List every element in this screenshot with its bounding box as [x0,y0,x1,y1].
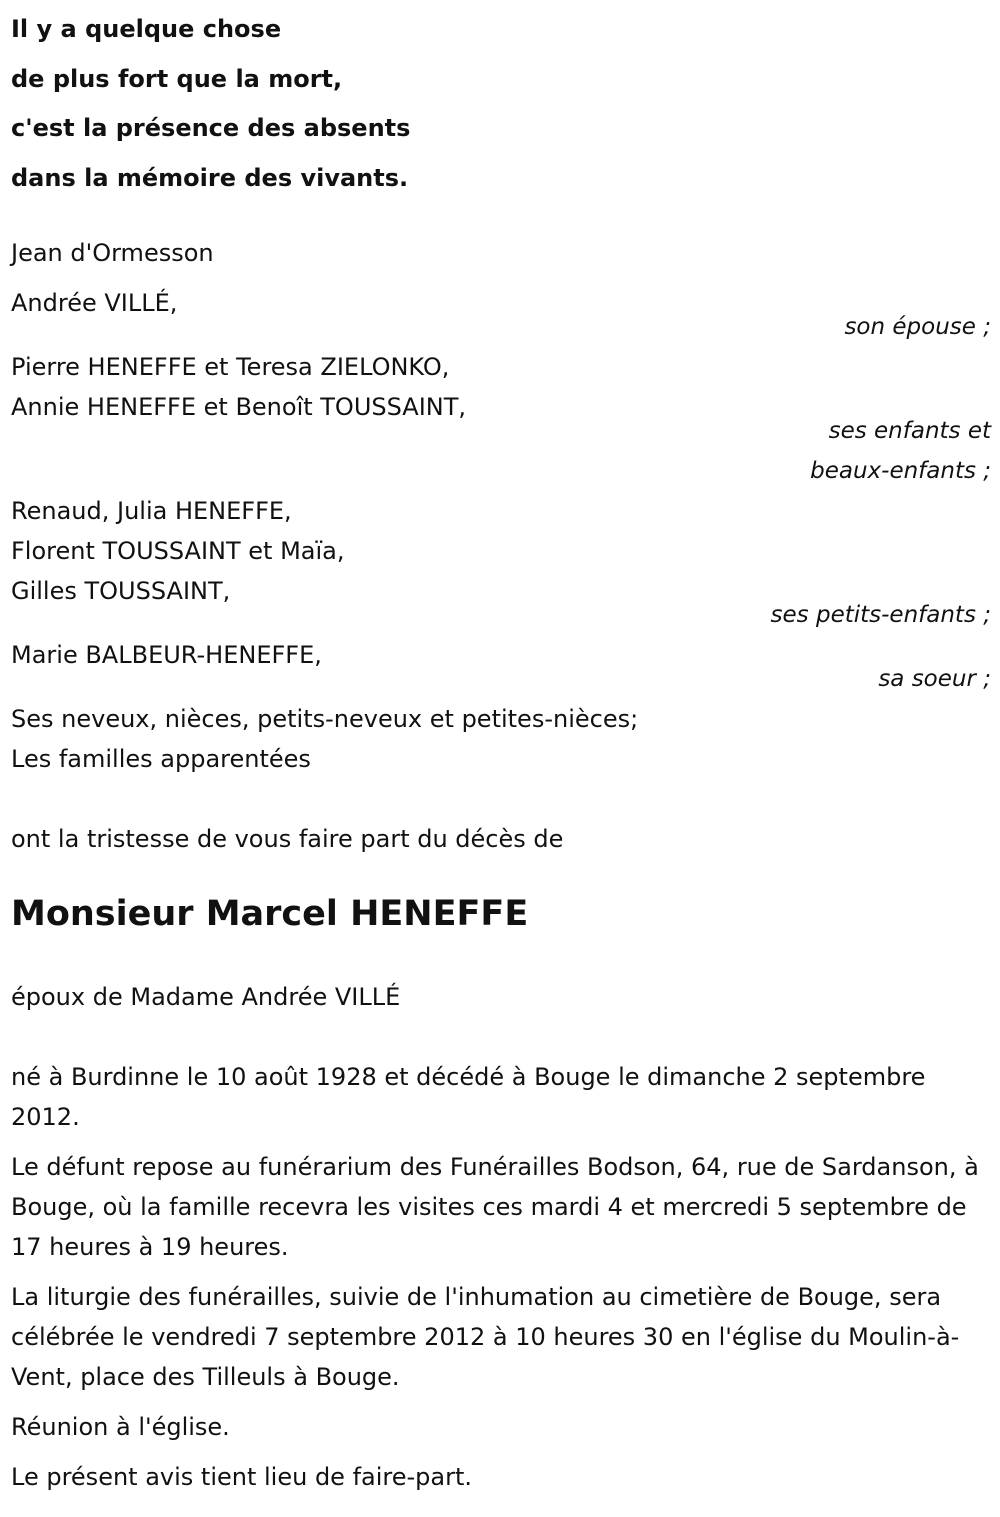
notice-text: Le présent avis tient lieu de faire-part. [11,1463,473,1491]
deceased-spouse-of: époux de Madame Andrée VILLÉ [11,983,401,1011]
quote-block [11,5,991,203]
relation-label: son épouse ; [844,314,991,340]
family-name: Les familles apparentées [11,745,311,773]
family-spouse [11,283,991,347]
quote-author: Jean d'Ormesson [11,239,214,267]
quote-line: Il y a quelque chose [11,15,282,43]
family-name: Marie BALBEUR-HENEFFE, [11,641,322,669]
family-sister [11,635,991,699]
announcement-text: ont la tristesse de vous faire part du décès de [11,825,564,853]
relation-label: ses enfants et [828,418,991,444]
family-name: Gilles TOUSSAINT, [11,577,231,605]
deceased-name: Monsieur Marcel HENEFFE [11,894,529,934]
relation-label: ses petits-enfants ; [770,602,991,628]
quote-line: de plus fort que la mort, [11,64,343,93]
family-children [11,347,991,491]
quote-line: dans la mémoire des vivants. [11,163,409,192]
relation-label: beaux-enfants ; [810,458,991,484]
family-name: Andrée VILLÉ, [11,289,178,317]
obituary-notice [11,5,991,1497]
family-name: Florent TOUSSAINT et Maïa, [11,537,345,565]
meeting-text: Réunion à l'église. [11,1413,230,1441]
quote-line: c'est la présence des absents [11,114,411,142]
birth-death-text: né à Burdinne le 10 août 1928 et décédé à Bouge le dimanche 2 septembre 2012. [11,1063,926,1131]
visitation-text: Le défunt repose au funérarium des Funérailles Bodson, 64, rue de Sardanson, à Bouge, où la famille recevra les visites ces mardi 4 et mercredi 5 septembre de 17 heures à 19 heures. [11,1153,979,1261]
family-name: Pierre HENEFFE et Teresa ZIELONKO, [11,353,450,381]
family-name: Ses neveux, nièces, petits-neveux et petites-nièces; [11,705,639,733]
relation-label: sa soeur ; [878,666,991,692]
family-name: Annie HENEFFE et Benoît TOUSSAINT, [11,393,467,421]
liturgy-text: La liturgie des funérailles, suivie de l'inhumation au cimetière de Bouge, sera célébrée le vendredi 7 septembre 2012 à 10 heures 30 en l'église du Moulin-à-Vent, place des Tilleuls à Bouge. [11,1283,960,1391]
family-others [11,699,991,779]
family-grandchildren [11,491,991,635]
family-name: Renaud, Julia HENEFFE, [11,497,292,525]
